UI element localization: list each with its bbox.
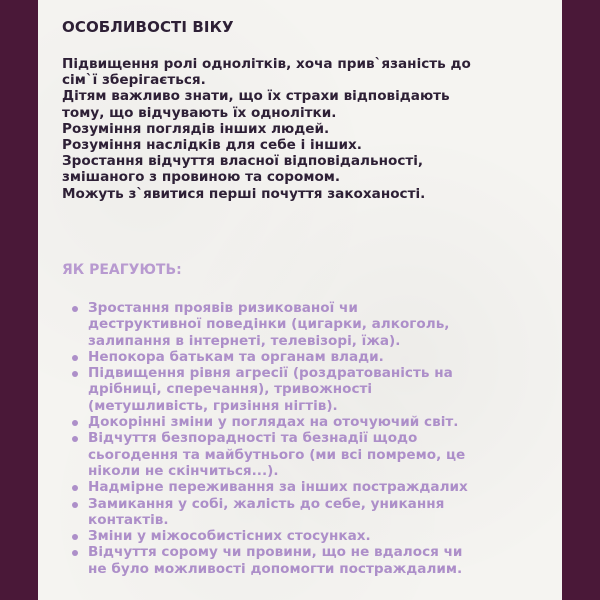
list-item-line: Відчуття безпорадності та безнадії щодо: [88, 430, 418, 447]
list-item-line: не було можливості допомогти постраждалим.: [88, 560, 463, 577]
age-features-line: Підвищення ролі однолітків, хоча прив`язаність до: [62, 56, 471, 72]
age-features-text: [62, 56, 552, 202]
age-features-line: сім`ї зберігається.: [62, 72, 206, 89]
age-features-line: Можуть з`явитися перші почуття закоханості.: [62, 185, 426, 202]
reactions-list: [62, 300, 562, 577]
list-item-line: Замикання у собі, жалість до себе, уникання: [88, 495, 445, 512]
list-item-line: деструктивної поведінки (цигарки, алкоголь,: [88, 316, 450, 333]
reactions-heading: ЯК РЕАГУЮТЬ:: [62, 262, 182, 278]
list-item: [62, 430, 562, 479]
list-item-line: Докорінні зміни у поглядах на оточуючий світ.: [88, 414, 459, 431]
list-item: [62, 479, 562, 495]
list-item: [62, 528, 562, 544]
list-item: [62, 349, 562, 365]
list-item-line: залипання в інтернеті, телевізорі, їжа).: [88, 332, 401, 349]
list-item: [62, 544, 562, 577]
age-features-line: змішаного з провиною та соромом.: [62, 169, 341, 186]
list-item-line: ніколи не скінчиться...).: [88, 462, 279, 479]
age-features-line: Розуміння поглядів інших людей.: [62, 120, 330, 137]
age-features-line: тому, що відчувають їх однолітки.: [62, 104, 337, 121]
list-item-line: сьогодення та майбутнього (ми всі помремо, це: [88, 446, 466, 463]
list-item-line: Непокора батькам та органам влади.: [88, 348, 384, 365]
list-item-line: контактів.: [88, 511, 169, 528]
list-item: [62, 365, 562, 414]
list-item: [62, 496, 562, 529]
list-item: [62, 414, 562, 430]
list-item-line: дрібниці, сперечання), тривожності: [88, 381, 373, 398]
list-item: [62, 300, 562, 349]
list-item-line: Зростання проявів ризикованої чи: [88, 300, 358, 316]
age-features-line: Зростання відчуття власної відповідальності,: [62, 153, 424, 170]
list-item-line: Зміни у міжособистісних стосунках.: [88, 528, 371, 545]
age-features-line: Розуміння наслідків для себе і інших.: [62, 137, 362, 154]
list-item-line: Відчуття сорому чи провини, що не вдалося чи: [88, 544, 463, 561]
age-features-heading: ОСОБЛИВОСТІ ВІКУ: [62, 18, 234, 36]
age-features-line: Дітям важливо знати, що їх страхи відповідають: [62, 88, 450, 105]
document-page: [38, 0, 562, 600]
list-item-line: (метушливість, гризіння нігтів).: [88, 397, 338, 414]
list-item-line: Підвищення рівня агресії (роздратованість на: [88, 365, 453, 382]
list-item-line: Надмірне переживання за інших постраждалих: [88, 479, 468, 496]
